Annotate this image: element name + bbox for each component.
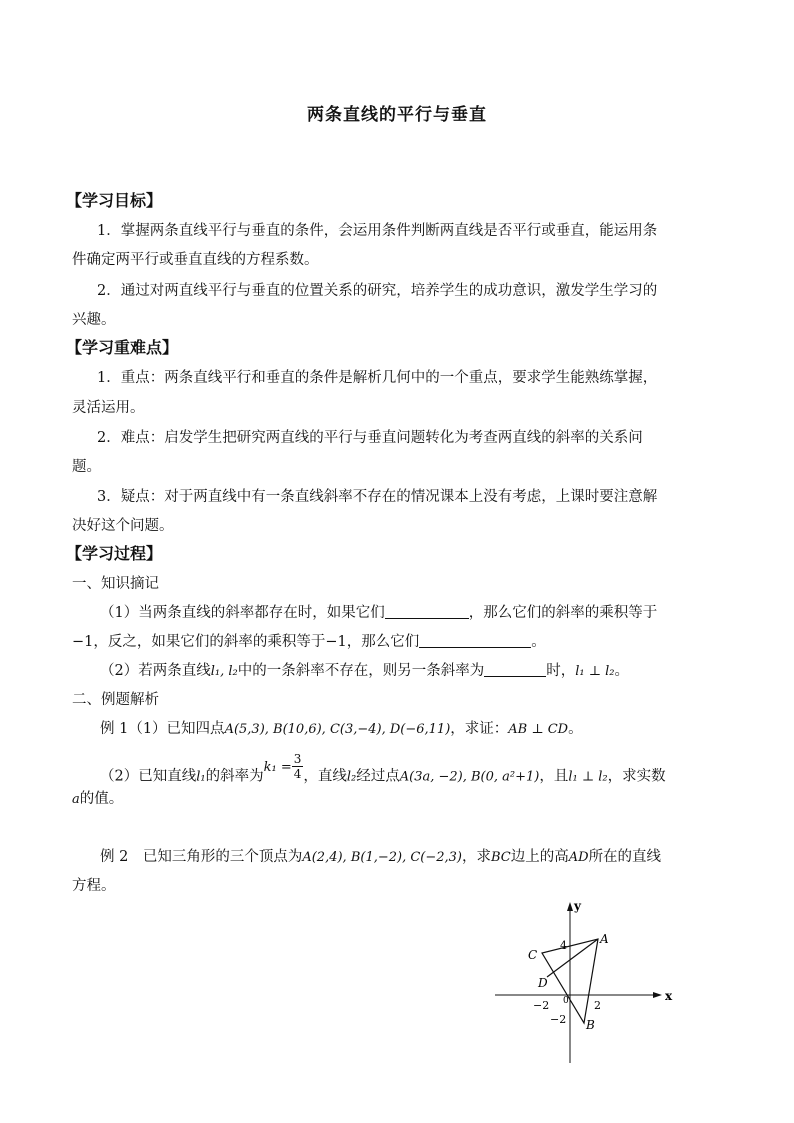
ex1-2-text-a: （2）已知直线 (100, 768, 197, 785)
q2-text-b: 中的一条斜率不存在，则另一条斜率为 (237, 663, 485, 679)
question-2 (100, 661, 629, 682)
question-1-line-1 (100, 603, 657, 623)
ex1-2-var-math: a (72, 792, 80, 807)
tick-x-2: 2 (594, 999, 601, 1012)
q2-perp-math: l₁ ⊥ l₂ (575, 664, 615, 679)
x-axis-label: x (665, 989, 673, 1003)
ex2-text-b: ，求 (462, 849, 491, 865)
ex1-2-text-g: 的值。 (79, 791, 124, 807)
goal-1-line-2: 件确定两平行或垂直直线的方程系数。 (72, 252, 319, 268)
example-1-part-1 (100, 719, 583, 740)
section-examples: 二、例题解析 (72, 692, 159, 708)
ex1-text-a: 例 1（1）已知四点 (100, 721, 225, 737)
fraction-denominator: 4 (293, 767, 302, 781)
goal-1-line-1: 1．掌握两条直线平行与垂直的条件，会运用条件判断两直线是否平行或垂直，能运用条 (97, 223, 658, 239)
example-2-line-2: 方程。 (72, 878, 116, 894)
ex1-2-text-c: ，直线 (303, 768, 347, 785)
ex1-2-points-math: A(3a, −2), B(0, a²+1) (399, 769, 540, 785)
fraction-numerator: 3 (293, 752, 302, 766)
example-1-part-2 (100, 752, 666, 791)
tick-y-neg2: −2 (550, 1013, 567, 1026)
goals-header: 【学习目标】 (66, 191, 163, 210)
tick-y-4: 4 (560, 939, 567, 952)
goal-2-line-1: 2．通过对两直线平行与垂直的位置关系的研究，培养学生的成功意识，激发学生学习的 (97, 283, 658, 299)
ex1-2-perp-math: l₁ ⊥ l₂ (568, 769, 608, 785)
example-1-part-2-line-2 (72, 789, 123, 810)
origin-label: 0 (563, 996, 569, 1006)
example-2-line-1 (100, 847, 661, 868)
ex2-text-a: 例 2 已知三角形的三个顶点为 (100, 849, 303, 865)
triangle-figure (490, 895, 690, 1067)
answer-blank-2[interactable] (419, 633, 531, 648)
ex1-2-k-math: k₁ = (263, 759, 292, 775)
process-header: 【学习过程】 (66, 544, 163, 563)
ex1-points-math: A(5,3), B(10,6), C(3,−4), D(−6,11) (224, 722, 451, 737)
ex2-text-c: 边上的高 (510, 849, 569, 865)
fraction-3-4 (292, 752, 304, 781)
q2-text-d: 。 (614, 663, 629, 679)
answer-blank-3[interactable] (484, 662, 546, 677)
altitude-ad (547, 939, 598, 977)
q1-text-a: （1）当两条直线的斜率都存在时，如果它们 (100, 605, 385, 621)
ex2-points-math: A(2,4), B(1,−2), C(−2,3) (302, 850, 462, 865)
ex1-text-b: ，求证： (450, 721, 509, 737)
keypoint-2-line-2: 题。 (72, 459, 101, 475)
ex1-text-c: 。 (568, 721, 583, 737)
ex2-bc-math: BC (491, 850, 511, 865)
goal-2-line-2: 兴趣。 (72, 312, 116, 328)
vertex-a-label: A (600, 932, 609, 946)
vertex-b-label: B (586, 1018, 595, 1032)
ex1-claim-math: AB ⊥ CD (508, 722, 569, 737)
x-axis-arrow (653, 992, 662, 998)
answer-blank-1[interactable] (385, 604, 469, 619)
q2-text-c: 时， (546, 663, 576, 679)
keypoint-3-line-2: 决好这个问题。 (72, 518, 174, 534)
keypoint-1-line-2: 灵活运用。 (72, 400, 145, 416)
y-axis-label: y (574, 899, 581, 913)
ex1-2-text-f: ，求实数 (607, 768, 666, 785)
point-d-label: D (538, 976, 548, 990)
y-axis-arrow (567, 902, 573, 911)
keypoint-2-line-1: 2．难点：启发学生把研究两直线的平行与垂直问题转化为考查两直线的斜率的关系问 (97, 430, 643, 446)
vertex-c-label: C (528, 948, 538, 962)
question-1-line-2 (72, 632, 546, 652)
tick-x-neg2: −2 (533, 999, 550, 1012)
q2-text-a: （2）若两条直线 (100, 663, 211, 679)
keypoint-3-line-1: 3．疑点：对于两直线中有一条直线斜率不存在的情况课本上没有考虑，上课时要注意解 (97, 489, 658, 505)
ex2-text-d: 所在的直线 (588, 849, 662, 865)
ex1-2-text-e: ，且 (539, 768, 569, 785)
q1-text-b: ，那么它们的斜率的乘积等于 (468, 605, 658, 621)
ex1-2-l1-math: l₁ (196, 769, 206, 785)
keypoint-1-line-1: 1．重点：两条直线平行和垂直的条件是解析几何中的一个重点，要求学生能熟练掌握， (97, 370, 658, 386)
section-knowledge: 一、知识摘记 (72, 576, 159, 592)
keypoints-header: 【学习重难点】 (66, 338, 179, 357)
ex1-2-text-b: 的斜率为 (205, 768, 264, 785)
page-title: 两条直线的平行与垂直 (307, 105, 487, 125)
ex1-2-l2-math: l₂ (346, 769, 357, 785)
ex1-2-text-d: 经过点 (356, 768, 400, 785)
q2-lines-math: l₁, l₂ (210, 664, 238, 679)
ex2-ad-math: AD (568, 850, 589, 865)
q1-text-c: −1，反之，如果它们的斜率的乘积等于−1，那么它们 (72, 634, 420, 650)
q1-text-d: 。 (531, 634, 546, 650)
